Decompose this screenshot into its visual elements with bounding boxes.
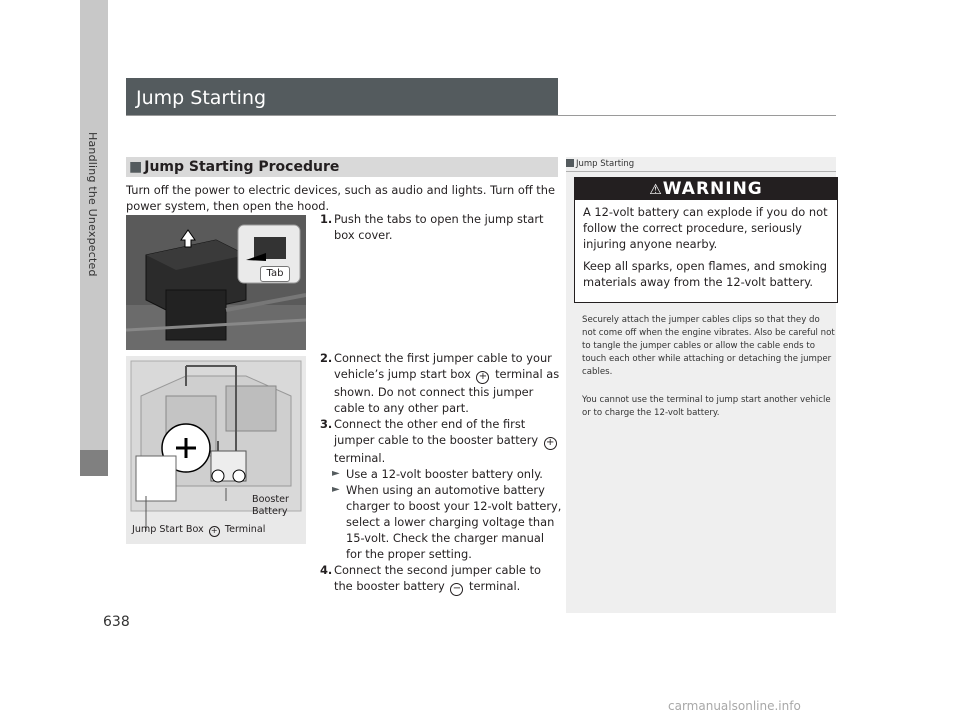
step-1-block xyxy=(320,211,558,243)
plus-terminal-icon: + xyxy=(476,371,489,384)
booster-label-line1: Booster xyxy=(252,494,289,505)
step-2-text-a: Connect the first jumper cable to your vehicle’s jump start box xyxy=(334,351,552,381)
step-3-text-a: Connect the other end of the first jumper cable to the booster battery xyxy=(334,417,539,447)
side-tab-marker xyxy=(80,450,108,476)
booster-label-line2: Battery xyxy=(252,506,288,517)
engine-bay-illustration xyxy=(126,215,306,350)
step-2-text-b: terminal as shown. Do not connect this jumper cable to any other part. xyxy=(334,367,560,415)
warning-title: WARNING xyxy=(662,179,763,199)
step-2-number: 2. xyxy=(320,351,333,365)
jump-label-text: Jump Start Box xyxy=(132,524,204,535)
step-3-sub-2-text: When using an automotive battery charger to boost your 12-volt battery, select a lower charging voltage than 15-volt. Check the charger manual for the proper setting. xyxy=(346,483,562,561)
warning-header xyxy=(575,178,837,200)
step-3-sub-1 xyxy=(320,466,562,482)
step-3-text-b: terminal. xyxy=(334,451,386,465)
side-tab-label: Handling the Unexpected xyxy=(86,132,99,277)
sidebar-notes xyxy=(566,157,836,613)
step-4 xyxy=(320,562,562,596)
section-heading-bar xyxy=(126,157,558,177)
jump-label-terminal: Terminal xyxy=(224,524,266,535)
step-2 xyxy=(320,350,562,416)
step-4-number: 4. xyxy=(320,563,333,577)
page-title: Jump Starting xyxy=(136,87,267,109)
title-bar xyxy=(126,78,558,116)
sidebar-note-2: You cannot use the terminal to jump start another vehicle or to charge the 12-volt battery. xyxy=(582,395,831,418)
section-square-icon: ■ xyxy=(129,159,143,175)
reference-square-icon xyxy=(566,159,574,167)
figure-jump-start-box-cover xyxy=(126,215,306,350)
arrow-right-icon: ► xyxy=(332,468,340,479)
minus-terminal-icon: − xyxy=(450,583,463,596)
step-4-text-a: Connect the second jumper cable to the booster battery xyxy=(334,563,542,593)
warning-box xyxy=(574,177,838,303)
booster-battery-label xyxy=(252,494,289,518)
step-1-number: 1. xyxy=(320,212,333,226)
figure-jumper-cable-connection xyxy=(126,356,306,544)
arrow-right-icon: ► xyxy=(332,484,340,495)
step-1 xyxy=(320,211,558,243)
warning-text-2: Keep all sparks, open flames, and smoking materials away from the 12-volt battery. xyxy=(583,259,828,289)
step-3-number: 3. xyxy=(320,417,333,431)
sidebar-rule xyxy=(566,171,836,172)
tab-callout xyxy=(260,266,290,282)
step-3-sub-2 xyxy=(320,482,562,562)
tab-label: Tab xyxy=(266,268,284,279)
watermark: carmanualsonline.info xyxy=(668,699,801,713)
section-heading: Jump Starting Procedure xyxy=(144,159,340,175)
plus-terminal-icon: + xyxy=(209,526,220,537)
warning-triangle-icon: ⚠ xyxy=(649,182,663,198)
step-4-text-b: terminal. xyxy=(469,579,521,593)
step-3-sub-1-text: Use a 12-volt booster battery only. xyxy=(346,467,543,481)
step-3 xyxy=(320,416,562,466)
sidebar-note-1: Securely attach the jumper cables clips so that they do not come off when the engine vibrates. Also be careful not to tangle the jumper cables or allow the cable ends to touch each other while attaching or detaching the jumper cables. xyxy=(582,315,835,377)
step-1-text: Push the tabs to open the jump start box cover. xyxy=(334,212,544,242)
sidebar-heading xyxy=(566,157,836,171)
plus-terminal-icon: + xyxy=(544,437,557,450)
title-rule xyxy=(126,115,836,116)
sidebar-heading-text: Jump Starting xyxy=(576,159,635,169)
intro-text: Turn off the power to electric devices, such as audio and lights. Turn off the power system, then open the hood. xyxy=(126,183,555,213)
page-number: 638 xyxy=(103,614,130,630)
steps-2-4-block xyxy=(320,350,562,596)
warning-text-1: A 12-volt battery can explode if you do not follow the correct procedure, seriously injuring anyone nearby. xyxy=(583,205,828,251)
jump-start-box-label xyxy=(132,524,265,537)
